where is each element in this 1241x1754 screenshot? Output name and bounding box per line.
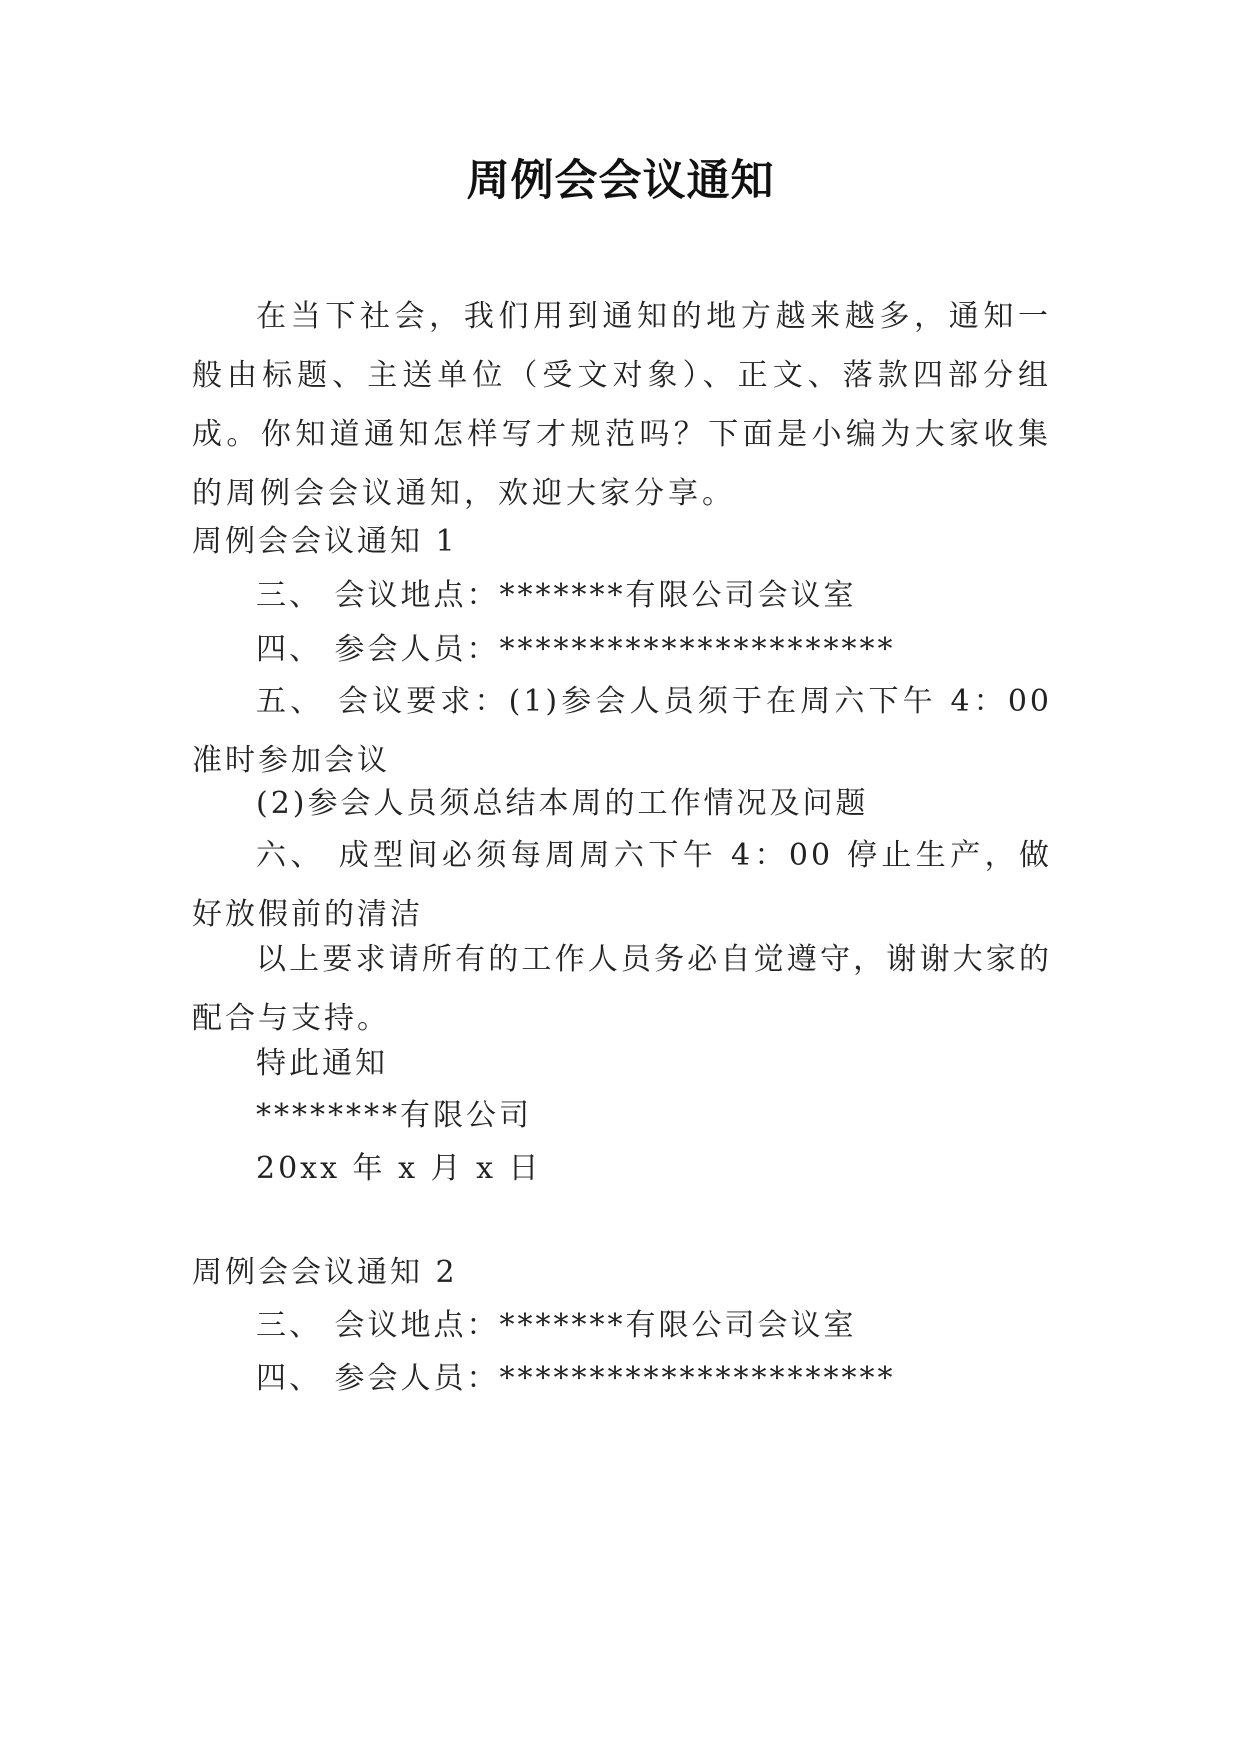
section1-meeting-place: 三、 会议地点：*******有限公司会议室 [256,578,857,613]
intro-paragraph: 在当下社会，我们用到通知的地方越来越多，通知一般由标题、主送单位（受文对象）、正文、落款四部分组成。你知道通知怎样写才规范吗？下面是小编为大家收集的周例会会议通知，欢迎大家分享。 [192,299,1052,511]
section1-heading: 周例会会议通知 1 [192,524,458,559]
section1-date: 20xx 年 x 月 x 日 [256,1151,542,1186]
section2-meeting-place: 三、 会议地点：*******有限公司会议室 [256,1308,857,1343]
section1-requirement-2: (2)参会人员须总结本周的工作情况及问题 [256,786,869,821]
document-title: 周例会会议通知 [466,156,775,206]
section1-requirements: 五、 会议要求：(1)参会人员须于在周六下午 4：00 准时参加会议 [192,684,1052,778]
section1-notice: 特此通知 [256,1046,388,1081]
section2-attendees: 四、 参会人员：********************** [256,1361,896,1396]
section1-attendees: 四、 参会人员：********************** [256,632,896,667]
section2-heading: 周例会会议通知 2 [192,1255,458,1290]
section1-company: ********有限公司 [256,1098,532,1133]
section1-item-6: 六、 成型间必须每周周六下午 4：00 停止生产，做好放假前的清洁 [192,838,1052,932]
section1-closing: 以上要求请所有的工作人员务必自觉遵守，谢谢大家的配合与支持。 [192,942,1052,1036]
